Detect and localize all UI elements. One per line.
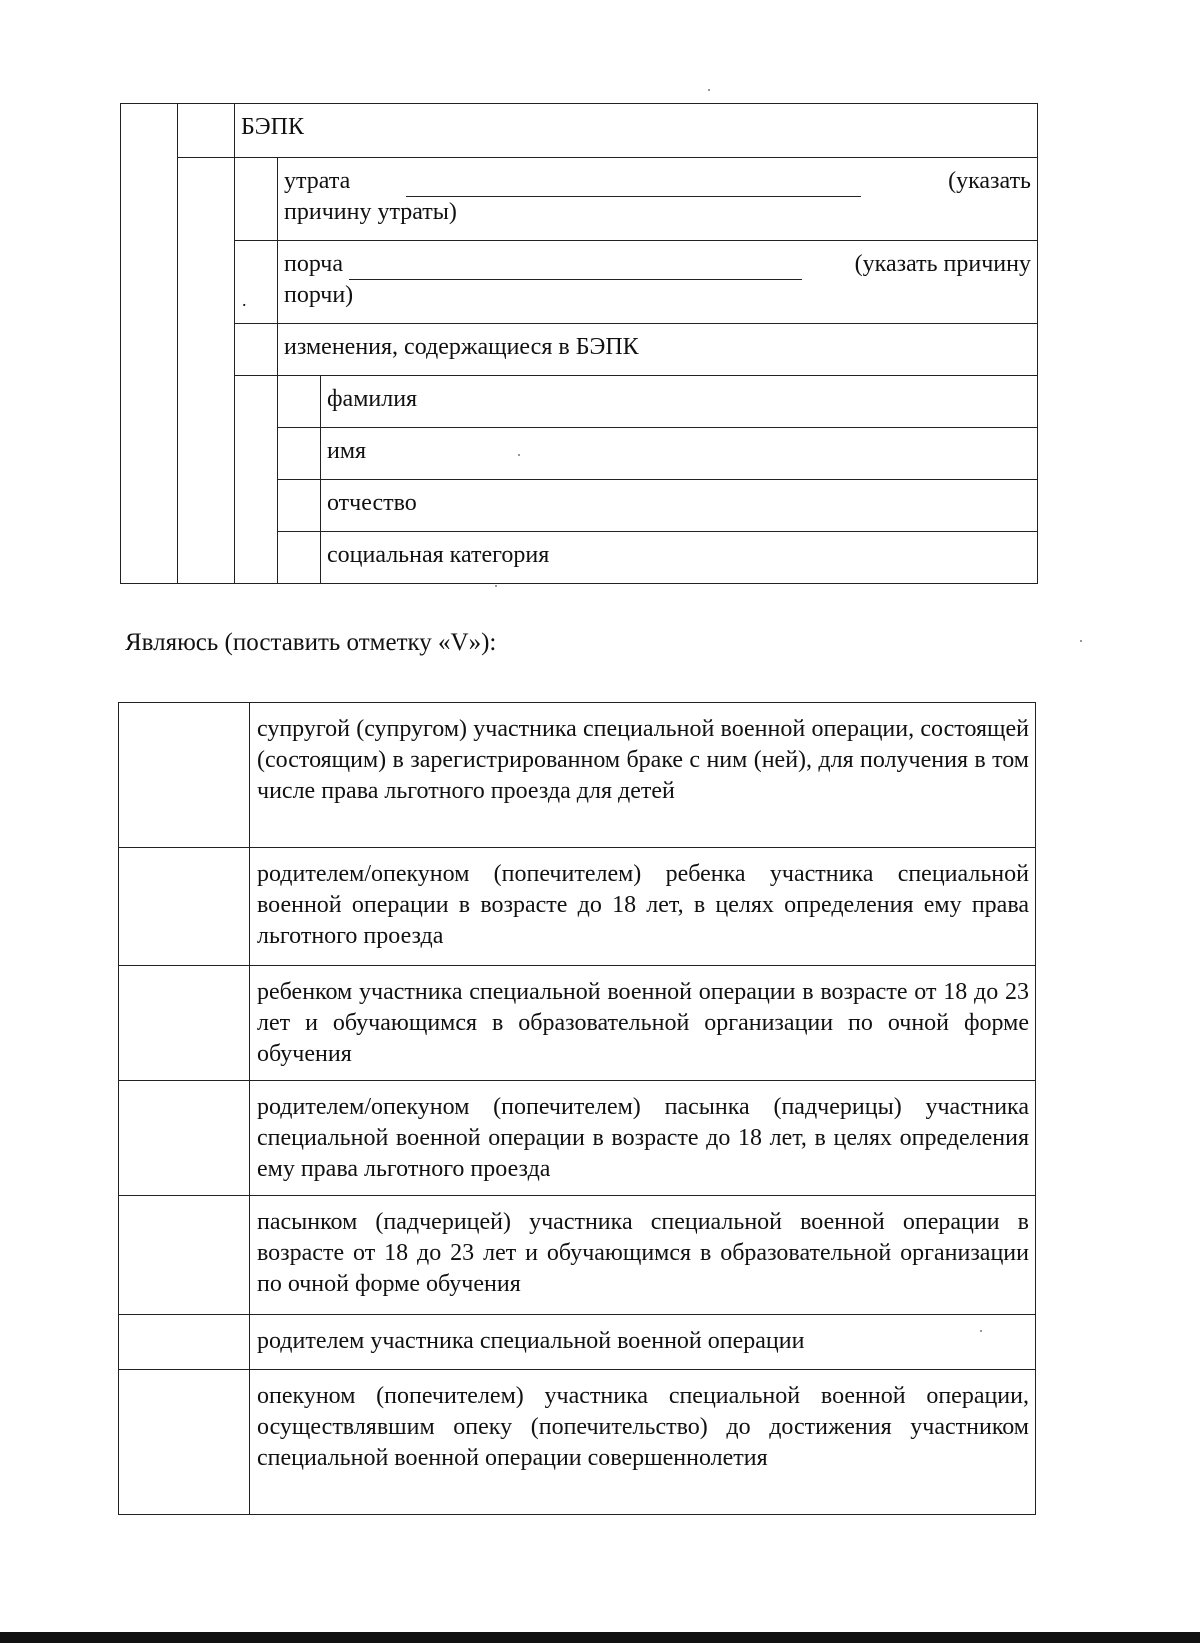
changes-title: изменения, содержащиеся в БЭПК (278, 324, 1038, 376)
status-heading: Являюсь (поставить отметку «V»): (125, 629, 497, 656)
change-surname: фамилия (321, 376, 1038, 428)
status-checkbox-cell[interactable] (119, 848, 250, 966)
social-category-checkbox-cell[interactable] (278, 532, 321, 584)
loss-hint-start: (указать (948, 168, 1031, 194)
damage-reason-field[interactable] (349, 255, 802, 280)
status-options-table (118, 702, 1036, 1515)
loss-option (278, 158, 1038, 241)
bepk-title: БЭПК (235, 104, 1038, 158)
loss-reason-field[interactable] (406, 172, 861, 197)
status-option-parent: родителем участника специальной военной операции (250, 1315, 1036, 1370)
damage-label: порча (284, 251, 343, 277)
name-checkbox-cell[interactable] (278, 428, 321, 480)
change-patronymic: отчество (321, 480, 1038, 532)
status-option-spouse: супругой (супругом) участника специальной военной операции, состоящей (состоящим) в зарегистрированном браке с ним (ней), для получения в том числе права льготного проезда для детей (250, 703, 1036, 848)
status-checkbox-cell[interactable] (119, 703, 250, 848)
surname-checkbox-cell[interactable] (278, 376, 321, 428)
status-option-parent-of-child: родителем/опекуном (попечителем) ребенка участника специальной военной операции в возрасте до 18 лет, в целях определения ему права льготного проезда (250, 848, 1036, 966)
changes-checkbox-cell[interactable] (235, 324, 278, 376)
changes-sub-cell (235, 376, 278, 584)
damage-hint-end: порчи) (284, 282, 354, 308)
change-name: имя (321, 428, 1038, 480)
bepk-mark-cell[interactable] (178, 104, 235, 158)
status-checkbox-cell[interactable] (119, 966, 250, 1081)
status-option-child-student: ребенком участника специальной военной операции в возрасте от 18 до 23 лет и обучающимся в образовательной организации по очной форме обучения (250, 966, 1036, 1081)
damage-checkbox-cell[interactable] (235, 241, 278, 324)
scan-speck (980, 1330, 982, 1332)
patronymic-checkbox-cell[interactable] (278, 480, 321, 532)
damage-hint-start: (указать причину (854, 251, 1031, 277)
stray-dot: . (242, 290, 247, 310)
loss-first-line (284, 166, 1031, 197)
loss-label: утрата (284, 168, 351, 194)
scan-speck (518, 454, 520, 456)
scan-speck (1080, 640, 1082, 642)
damage-option (278, 241, 1038, 324)
status-option-stepchild-student: пасынком (падчерицей) участника специальной военной операции в возрасте от 18 до 23 лет и обучающимся в образовательной организации по очной форме обучения (250, 1196, 1036, 1315)
scan-bottom-edge (0, 1632, 1200, 1643)
status-checkbox-cell[interactable] (119, 1081, 250, 1196)
bepk-reason-table (120, 103, 1038, 584)
bepk-sub-mark-cell (178, 158, 235, 584)
status-checkbox-cell[interactable] (119, 1370, 250, 1515)
loss-hint-end: причину утраты) (284, 199, 457, 225)
outer-mark-cell[interactable] (121, 104, 178, 584)
change-social-category: социальная категория (321, 532, 1038, 584)
status-checkbox-cell[interactable] (119, 1315, 250, 1370)
status-checkbox-cell[interactable] (119, 1196, 250, 1315)
status-option-parent-of-stepchild: родителем/опекуном (попечителем) пасынка (падчерицы) участника специальной военной операции в возрасте до 18 лет, в целях определения ему права льготного проезда (250, 1081, 1036, 1196)
status-option-guardian: опекуном (попечителем) участника специальной военной операции, осуществлявшим опеку (попечительство) до достижения участником специальной военной операции совершеннолетия (250, 1370, 1036, 1515)
scan-speck (708, 89, 710, 91)
scan-speck (495, 585, 497, 587)
loss-checkbox-cell[interactable] (235, 158, 278, 241)
damage-first-line (284, 249, 1031, 280)
